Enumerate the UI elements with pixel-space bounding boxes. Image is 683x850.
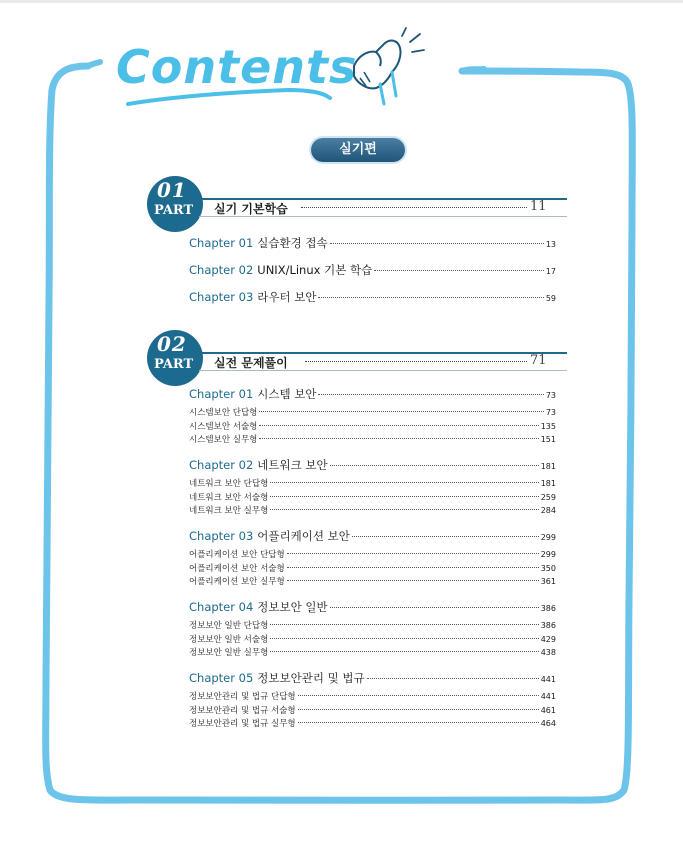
leader-dots [270,509,538,510]
leader-dots [330,607,539,608]
item-title: 정보보안관리 및 법규 단답형 [189,692,296,702]
leader-dots [318,297,543,298]
page-number: 386 [540,621,556,630]
item-title: 시스템보안 실무형 [189,435,258,445]
item-title: 시스템보안 단답형 [189,408,258,418]
toc-chapter-row[interactable] [189,528,556,544]
page-number: 181 [540,479,556,488]
toc-chapter-row[interactable] [189,599,556,615]
page-number: 429 [540,635,556,644]
page-number: 361 [540,577,556,586]
item-title: 네트워크 보안 단답형 [189,479,269,489]
chapter-label: Chapter 04 [189,600,254,614]
leader-dots [270,624,538,625]
chapter-title: 정보보안 일반 [257,600,328,614]
toc-item-row[interactable] [189,717,556,729]
toc-item-row[interactable] [189,619,556,631]
item-title: 네트워크 보안 서술형 [189,493,269,503]
chapter-label: Chapter 03 [189,290,254,304]
item-title: 정보보안관리 및 법규 실무형 [189,719,296,729]
toc-item-row[interactable] [189,562,556,574]
item-title: 어플리케이션 보안 서술형 [189,564,285,574]
leader-dots [330,243,544,244]
leader-dots [298,709,539,710]
item-title: 어플리케이션 보안 단답형 [189,550,285,560]
part-title: 실전 문제풀이 [214,356,288,370]
part-page: 11 [530,199,547,214]
contents-title-block [108,18,438,118]
toc-item-row[interactable] [189,477,556,489]
leader-dots [330,465,539,466]
part-number: 02 [157,332,187,356]
leader-dots [259,411,543,412]
chapter-label: Chapter 01 [189,387,254,401]
part-number: 01 [157,178,187,202]
part-page: 71 [530,353,547,368]
leader-dots [367,678,539,679]
pointing-hand-icon [340,26,432,112]
chapter-label: Chapter 01 [189,236,254,250]
leader-dots [270,638,538,639]
page-number: 299 [540,550,556,559]
leader-dots [298,695,539,696]
item-title: 정보보안 일반 단답형 [189,621,269,631]
page-number: 181 [540,462,556,471]
leader-dots [259,425,538,426]
page-number: 386 [540,604,556,613]
part-title: 실기 기본학습 [214,202,288,216]
leader-dots [287,567,539,568]
page-number: 438 [540,648,556,657]
toc-item-row[interactable] [189,504,556,516]
chapter-label: Chapter 02 [189,263,254,277]
page-number: 259 [540,493,556,502]
leader-dots [352,536,539,537]
page-number: 350 [540,564,556,573]
toc-item-row[interactable] [189,646,556,658]
leader-dots [270,496,538,497]
leader-dots [298,722,539,723]
toc-chapter-row[interactable] [189,235,556,251]
page-number: 73 [545,408,556,417]
item-title: 어플리케이션 보안 실무형 [189,577,285,587]
item-title: 시스템보안 서술형 [189,422,258,432]
toc-item-row[interactable] [189,433,556,445]
toc-chapter-row[interactable] [189,457,556,473]
page-number: 441 [540,675,556,684]
part-number-badge [147,330,203,386]
leader-dots [287,580,539,581]
item-title: 정보보안관리 및 법규 서술형 [189,706,296,716]
page-number: 464 [540,719,556,728]
chapter-title: UNIX/Linux 기본 학습 [257,263,373,277]
page-number: 135 [540,422,556,431]
toc-chapter-row[interactable] [189,386,556,402]
page-number: 284 [540,506,556,515]
toc-chapter-row[interactable] [189,289,556,305]
leader-dots [270,651,538,652]
leader-dots [270,482,538,483]
page-number: 151 [540,435,556,444]
chapter-label: Chapter 05 [189,671,254,685]
leader-dots [301,207,527,208]
chapter-label: Chapter 03 [189,529,254,543]
section-badge: 실기편 [311,138,405,162]
leader-dots [287,553,539,554]
item-title: 네트워크 보안 실무형 [189,506,269,516]
toc-item-row[interactable] [189,406,556,418]
leader-dots [318,394,543,395]
toc-chapter-row[interactable] [189,262,556,278]
item-title: 정보보안 일반 서술형 [189,635,269,645]
chapter-title: 어플리케이션 보안 [257,529,350,543]
chapter-title: 네트워크 보안 [257,458,328,472]
toc-item-row[interactable] [189,704,556,716]
toc-chapter-row[interactable] [189,670,556,686]
leader-dots [374,270,544,271]
page-number: 441 [540,692,556,701]
page-number: 73 [545,391,556,400]
page-number: 17 [545,267,556,276]
chapter-title: 실습환경 접속 [257,236,328,250]
toc-item-row[interactable] [189,420,556,432]
part-label: PART [154,357,194,372]
page-number: 461 [540,706,556,715]
chapter-title: 시스템 보안 [257,387,317,401]
part-number-badge [147,176,203,232]
toc-item-row[interactable] [189,633,556,645]
item-title: 정보보안 일반 실무형 [189,648,269,658]
page-number: 59 [545,294,556,303]
leader-dots [259,438,538,439]
page-number: 299 [540,533,556,542]
chapter-title: 라우터 보안 [257,290,317,304]
chapter-label: Chapter 02 [189,458,254,472]
part-label: PART [154,203,194,218]
toc-item-row[interactable] [189,491,556,503]
toc-item-row[interactable] [189,548,556,560]
toc-item-row[interactable] [189,690,556,702]
page-number: 13 [545,240,556,249]
chapter-title: 정보보안관리 및 법규 [257,671,365,685]
leader-dots [305,361,527,362]
toc-item-row[interactable] [189,575,556,587]
page-title: Contents [116,40,358,94]
